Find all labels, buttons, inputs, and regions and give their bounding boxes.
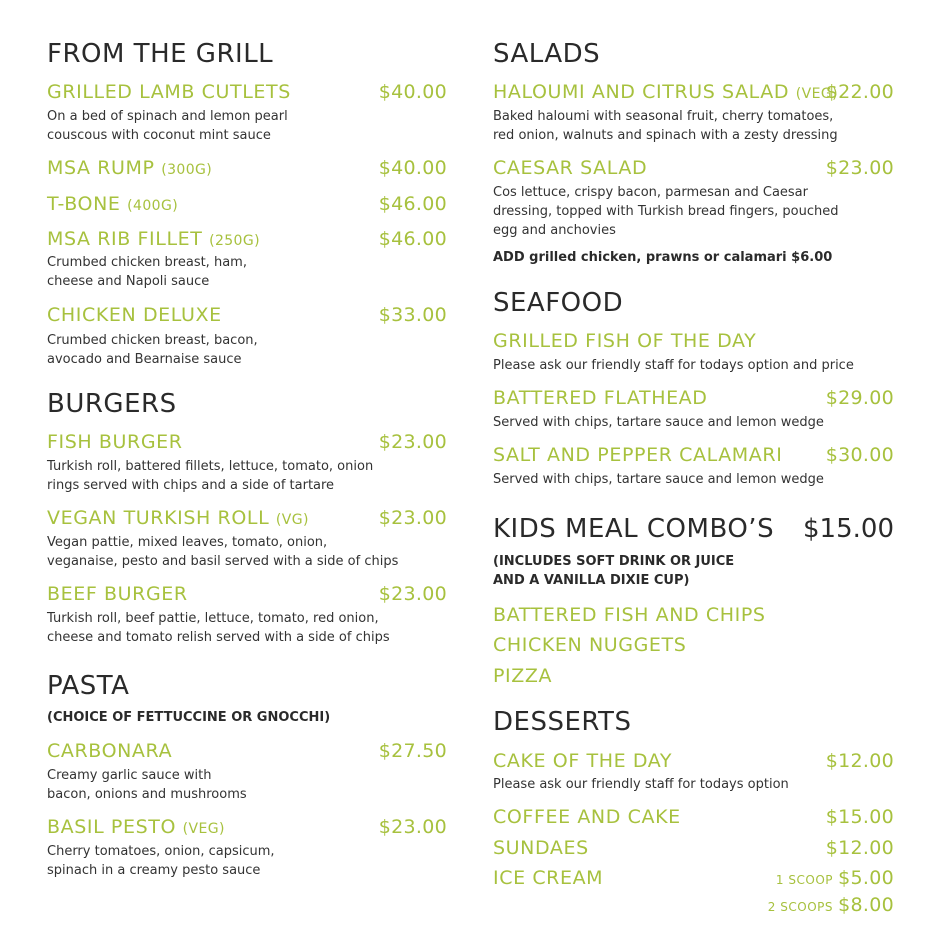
menu-item-name: BEEF BURGER [47,583,188,605]
menu-item-price: $23.00 [378,816,447,838]
menu-item-name: HALOUMI AND CITRUS SALAD (VEG) [493,81,838,103]
menu-item-price: $27.50 [378,740,447,762]
menu-item-desc: avocado and Bearnaise sauce [47,352,242,367]
menu-item-desc: Crumbed chicken breast, ham, [47,255,247,270]
menu-item-desc: Served with chips, tartare sauce and lemon wedge [493,415,824,430]
section-title-salads: SALADS [493,39,601,69]
menu-item-desc: Please ask our friendly staff for todays option and price [493,358,854,373]
section-subtitle: AND A VANILLA DIXIE CUP) [493,573,690,588]
menu-item-price: $29.00 [825,387,894,409]
menu-item-desc: Turkish roll, battered fillets, lettuce, tomato, onion [47,459,374,474]
menu-item-price: $12.00 [825,837,894,859]
menu-item-name: BATTERED FLATHEAD [493,387,708,409]
menu-item-name: ICE CREAM [493,867,604,889]
menu-item-price: $23.00 [378,507,447,529]
ice-cream-size: 2 SCOOPS [767,900,833,914]
menu-item-tag: (VG) [275,512,309,528]
menu-item-desc: On a bed of spinach and lemon pearl [47,109,288,124]
menu-item-desc: spinach in a creamy pesto sauce [47,863,261,878]
menu-item-name: CAESAR SALAD [493,157,648,179]
section-title-pasta: PASTA [47,671,130,701]
salad-addon-note: ADD grilled chicken, prawns or calamari $6.00 [493,250,833,265]
menu-item-desc: red onion, walnuts and spinach with a zesty dressing [493,128,838,143]
menu-item-desc: Cherry tomatoes, onion, capsicum, [47,844,275,859]
menu-item-desc: rings served with chips and a side of tartare [47,478,335,493]
menu-item-name: VEGAN TURKISH ROLL (VG) [47,507,309,529]
kids-item: BATTERED FISH AND CHIPS [493,604,766,626]
menu-item-desc: cheese and Napoli sauce [47,274,210,289]
section-subtitle: (INCLUDES SOFT DRINK OR JUICE [493,554,735,569]
menu-item-name: BASIL PESTO (VEG) [47,816,225,838]
ice-cream-size: 1 SCOOP [775,873,833,887]
menu-item-price: $23.00 [825,157,894,179]
menu-item-price: $23.00 [378,431,447,453]
ice-cream-price: $8.00 [838,894,894,916]
menu-item-name: SUNDAES [493,837,589,859]
menu-item-name: CARBONARA [47,740,173,762]
menu-item-price: $33.00 [378,304,447,326]
section-title-desserts: DESSERTS [493,707,632,737]
menu-item-name: CHICKEN DELUXE [47,304,222,326]
menu-item-desc: couscous with coconut mint sauce [47,128,271,143]
menu-item-name: GRILLED FISH OF THE DAY [493,330,757,352]
menu-item-desc: Vegan pattie, mixed leaves, tomato, onion, [47,535,328,550]
menu-item-tag: (400G) [127,198,179,214]
menu-item-name: MSA RIB FILLET (250G) [47,228,260,250]
menu-item-name: FISH BURGER [47,431,183,453]
kids-item: PIZZA [493,665,553,687]
menu-item-price: $46.00 [378,193,447,215]
menu-item-desc: Served with chips, tartare sauce and lemon wedge [493,472,824,487]
section-title-kids: KIDS MEAL COMBO’S [493,514,775,544]
menu-item-desc: veganaise, pesto and basil served with a side of chips [47,554,399,569]
menu-item-price: $22.00 [825,81,894,103]
menu-item-name: T-BONE (400G) [47,193,179,215]
menu-item-tag: (250G) [209,233,260,249]
menu-item-desc: Please ask our friendly staff for todays option [493,777,789,792]
menu-item-price: $12.00 [825,750,894,772]
section-title-seafood: SEAFOOD [493,288,624,318]
menu-item-tag: (300G) [161,162,213,178]
menu-item-price: $15.00 [825,806,894,828]
menu-item-price: $23.00 [378,583,447,605]
menu-item-desc: bacon, onions and mushrooms [47,787,247,802]
menu-item-name: CAKE OF THE DAY [493,750,673,772]
menu-item-name: COFFEE AND CAKE [493,806,681,828]
menu-item-price: $40.00 [378,157,447,179]
menu-item-tag: (VEG) [182,821,225,837]
menu-item-price: $46.00 [378,228,447,250]
menu-item-tag: (VEG) [795,86,838,102]
menu-item-desc: Cos lettuce, crispy bacon, parmesan and Caesar [493,185,808,200]
ice-cream-option-2 [768,893,894,919]
menu-item-desc: dressing, topped with Turkish bread fingers, pouched [493,204,839,219]
section-subtitle: (CHOICE OF FETTUCCINE OR GNOCCHI) [47,710,331,725]
menu-item-desc: egg and anchovies [493,223,616,238]
menu-item-price: $40.00 [378,81,447,103]
menu-item-desc: Crumbed chicken breast, bacon, [47,333,258,348]
menu-item-desc: Turkish roll, beef pattie, lettuce, tomato, red onion, [47,611,379,626]
ice-cream-price: $5.00 [838,867,894,889]
ice-cream-option-1 [776,866,894,892]
menu-item-desc: cheese and tomato relish served with a side of chips [47,630,390,645]
kids-combo-price: $15.00 [803,514,894,544]
menu-item-price: $30.00 [825,444,894,466]
menu-item-desc: Baked haloumi with seasonal fruit, cherry tomatoes, [493,109,834,124]
menu-item-name: SALT AND PEPPER CALAMARI [493,444,783,466]
section-title-burgers: BURGERS [47,389,177,419]
menu-item-desc: Creamy garlic sauce with [47,768,212,783]
menu-item-name: GRILLED LAMB CUTLETS [47,81,291,103]
menu-item-name: MSA RUMP (300G) [47,157,213,179]
section-title-grill: FROM THE GRILL [47,39,274,69]
kids-item: CHICKEN NUGGETS [493,634,687,656]
